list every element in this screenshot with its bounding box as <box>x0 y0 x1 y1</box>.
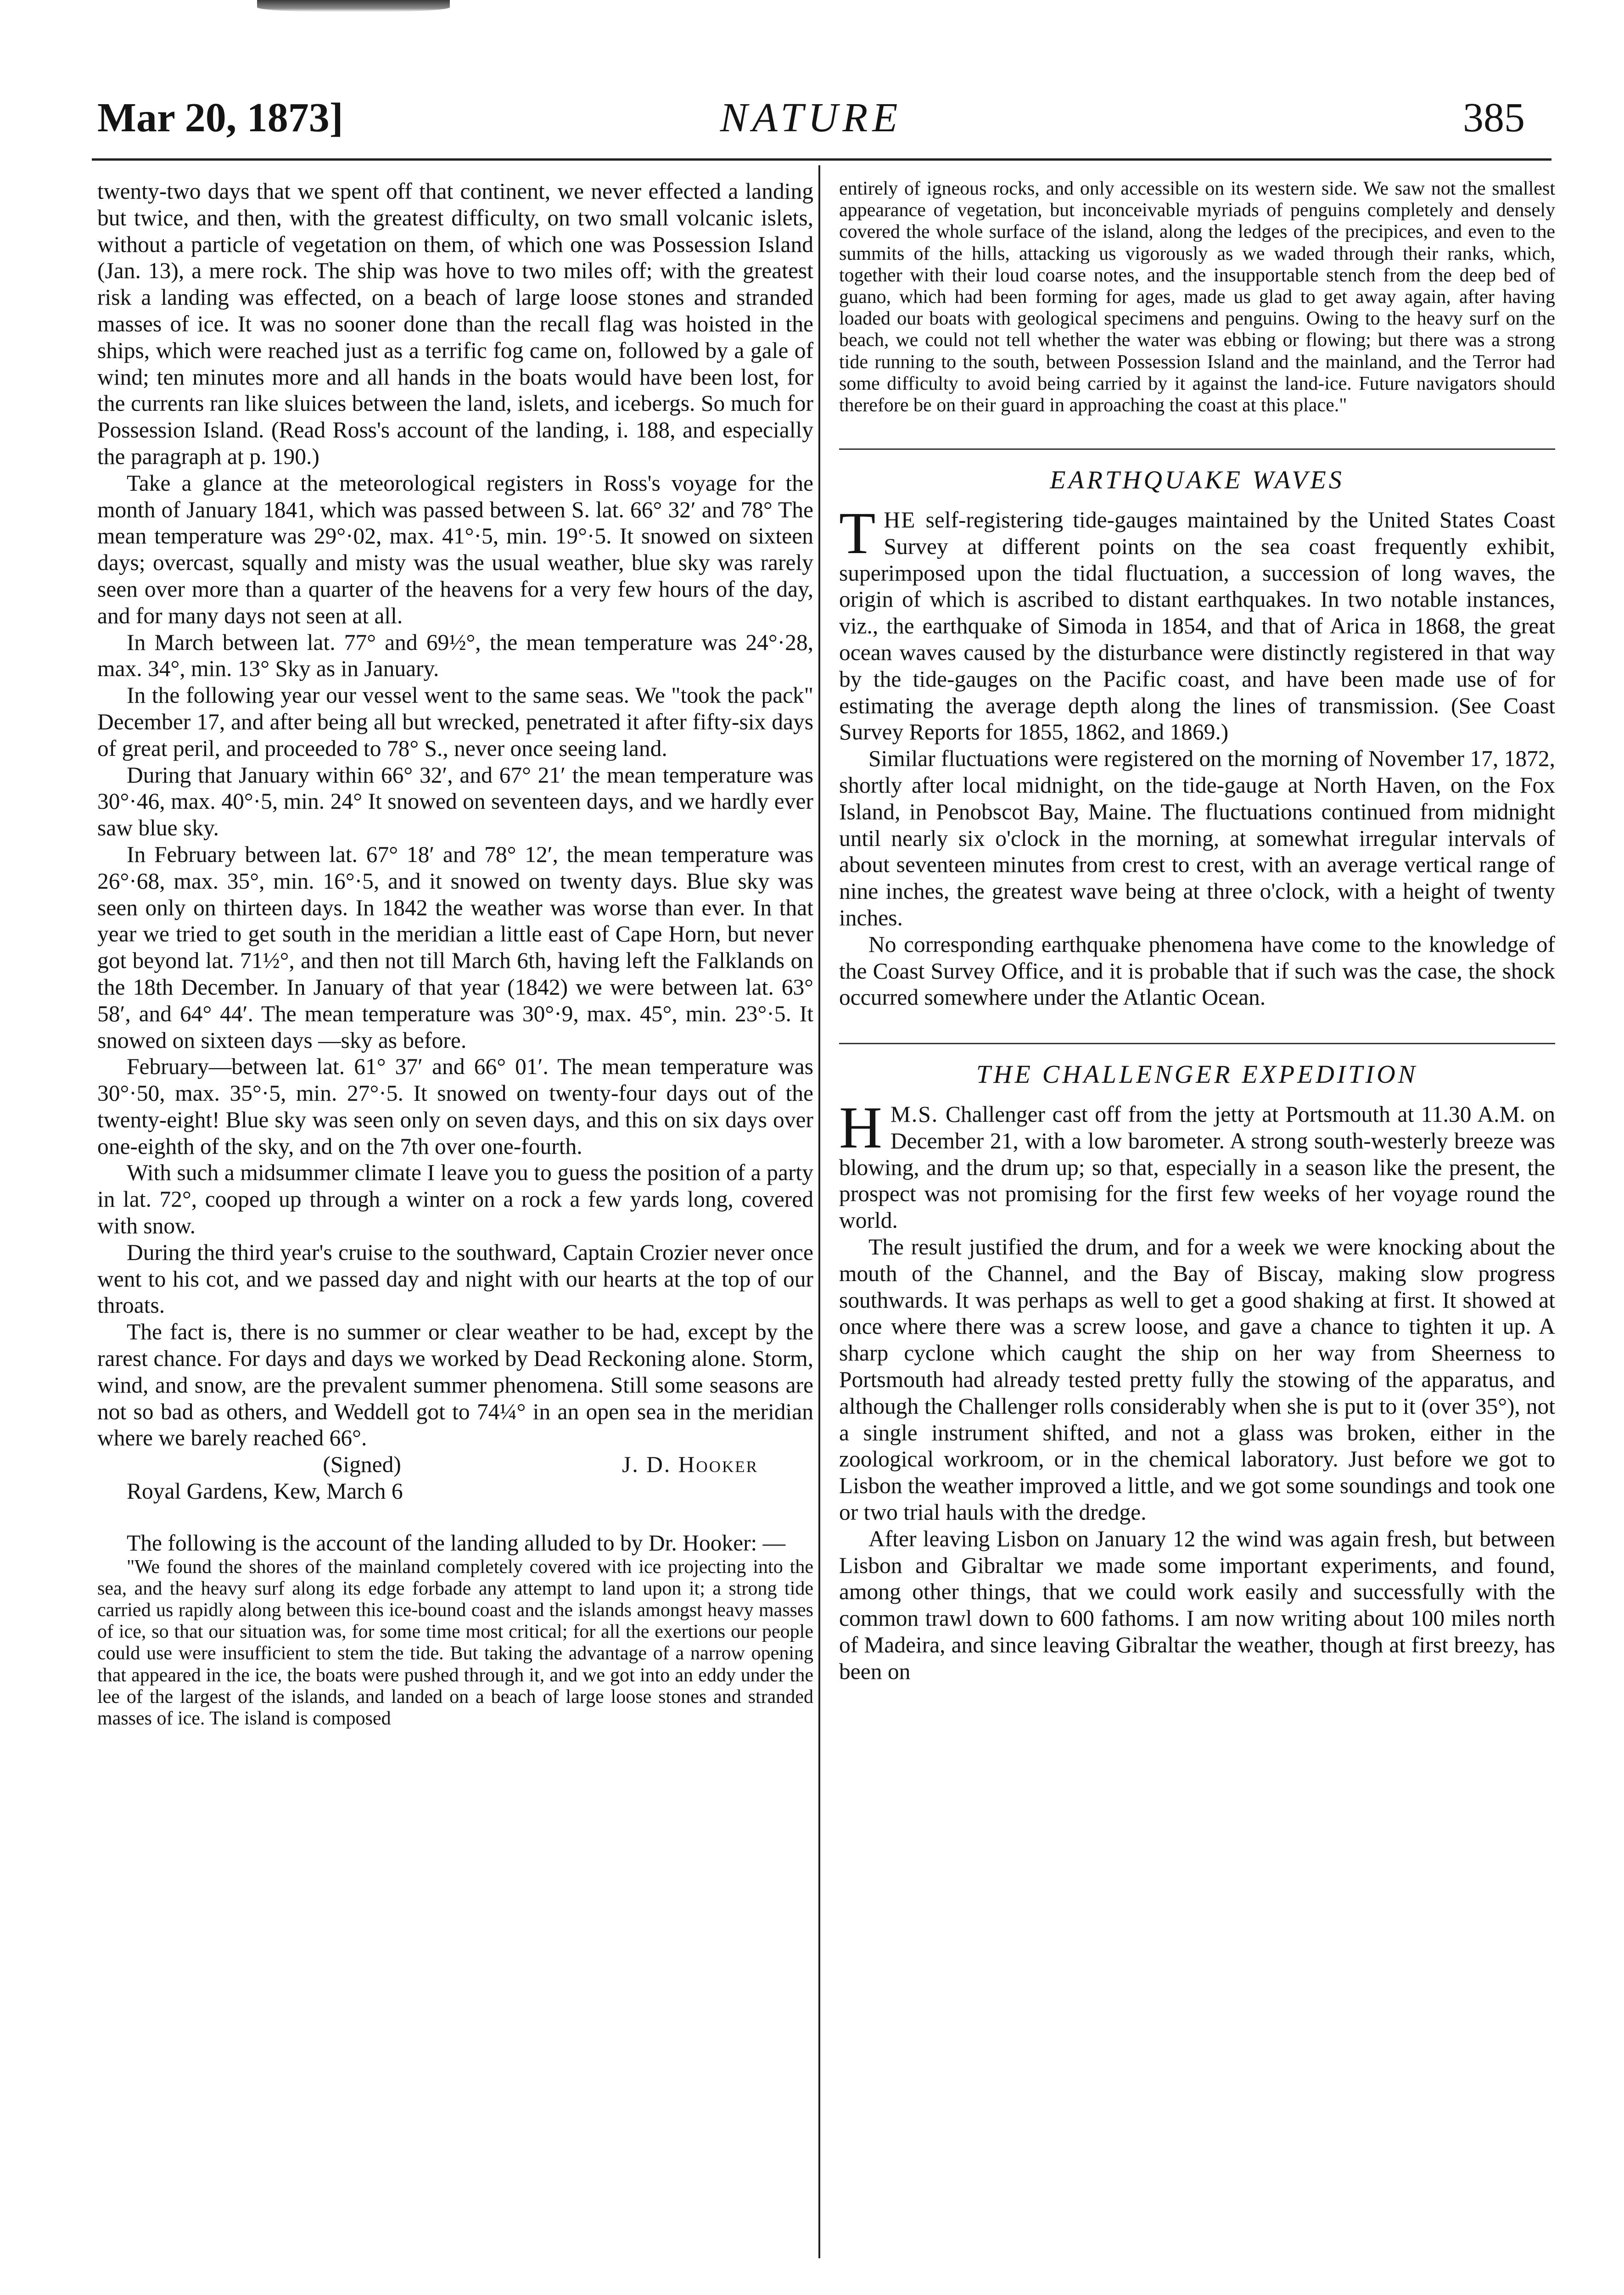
drop-cap: T <box>839 500 876 567</box>
paragraph: The result justified the drum, and for a week we were knocking about the mouth of the Channel, and the Bay of Biscay, making slow progress southwards. It was perhaps as well to get a good shaking at first. It showed at once where there was a screw loose, and gave a chance to tighten it up. A sharp cyclone which caught the ship on her way from Sheerness to Portsmouth had already tested pretty fully the stowing of the apparatus, and although the Challenger rolls considerably when she is put to it (over 35°), not a single instrument shifted, and not a glass was broken, either in the zoological workroom, or in the chemical laboratory. Just before we got to Lisbon the weather improved a little, and we got some soundings and took one or two trial hauls with the dredge. <box>839 1234 1555 1525</box>
quote-continued: entirely of igneous rocks, and only accessible on its western side. We saw not the smallest appearance of vegetation, but inconceivable myriads of penguins completely and densely covered the whole surface of the island, along the ledges of the precipices, and even to the summits of the hills, attacking us vigorously as we waded through their ranks, which, together with their loud coarse notes, and the insupportable stench from the deep bed of guano, which had been forming for ages, made us glad to get away again, after having loaded our boats with geological specimens and penguins. Owing to the heavy surf on the beach, we could not tell whether the water was ebbing or flowing; but there was a strong tide running to the south, between Possession Island and the mainland, and the Terror had some difficulty to avoid being carried by it against the land-ice. Future navigators should therefore be on their guard in approaching the coast at this place." <box>839 178 1555 416</box>
paragraph: twenty-two days that we spent off that continent, we never effected a landing but twice, and then, with the greatest difficulty, on two small volcanic islets, without a particle of vegetation on them, of which one was Possession Island (Jan. 13), a mere rock. The ship was hove to two miles off; with the greatest risk a landing was effected, on a beach of large loose stones and stranded masses of ice. It was no sooner done than the recall flag was hoisted in the ships, which were reached just as a terrific fog came on, followed by a gale of wind; ten minutes more and all hands in the boats would have been lost, for the currents ran like sluices between the land, islets, and icebergs. So much for Possession Island. (Read Ross's account of the landing, i. 188, and especially the paragraph at p. 190.) <box>97 179 813 469</box>
paragraph: Similar fluctuations were registered on the morning of November 17, 1872, shortly after local midnight, on the tide-gauge at North Haven, on the Fox Island, in Penobscot Bay, Maine. The fluctuations continued from midnight until nearly six o'clock in the morning, at somewhat irregular intervals of about seventeen minutes from crest to crest, with an average vertical range of nine inches, the greatest wave being at three o'clock, with a height of twenty inches. <box>839 746 1555 930</box>
signed-label: (Signed) <box>323 1452 401 1478</box>
quote-text: "We found the shores of the mainland completely covered with ice projecting into the sea, and the heavy surf along its edge forbade any attempt to land upon it; a strong tide carried us rapidly along between this ice-bound coast and the islands amongst heavy masses of ice, so that our situation was, for some time most critical; for all the exertions our people could use were insufficient to stem the tide. But taking the advantage of a narrow opening that appeared in the ice, the boats were pushed through it, and we got into an eddy under the lee of the largest of the islands, and landed on a beach of large loose stones and stranded masses of ice. The island is composed <box>97 1556 813 1730</box>
quote-intro: The following is the account of the landing alluded to by Dr. Hooker: — <box>127 1530 786 1556</box>
paragraph: No corresponding earthquake phenomena have come to the knowledge of the Coast Survey Office, and it is probable that if such was the case, the shock occurred somewhere under the Atlantic Ocean. <box>839 931 1555 1010</box>
page-edge-smudge <box>257 0 450 12</box>
issue-date: Mar 20, 1873] <box>97 95 343 140</box>
place-date: Royal Gardens, Kew, March 6 <box>127 1478 403 1504</box>
section-rule <box>839 448 1555 450</box>
paragraph-text: self-registering tide-gauges maintained by the United States Coast Survey at different points on the sea coast frequently exhibit, superimposed upon the tidal fluctuation, a succession of long waves, the origin of which is ascribed to distant earthquakes. In two notable instances, viz., the earthquake of Simoda in 1854, and that of Arica in 1868, the great ocean waves caused by the disturbance were distinctly registered in that way by the tide-gauges on the Pacific coast, and have been made use of for estimating the average depth along the lines of transmission. (See Coast Survey Reports for 1855, 1862, and 1869.) <box>839 507 1555 745</box>
right-column <box>839 178 1555 1685</box>
header-rule <box>92 158 1551 161</box>
paragraph <box>839 1094 1556 1234</box>
section-rule <box>839 1043 1555 1044</box>
signature-name: J. D. Hooker <box>622 1452 758 1478</box>
section-title-challenger: THE CHALLENGER EXPEDITION <box>976 1060 1418 1089</box>
lead-word: HE <box>884 507 916 533</box>
paragraph: February—between lat. 61° 37′ and 66° 01′. The mean temperature was 30°·50, max. 35°·5, min. 27°·5. It snowed on twenty-four days out of the twenty-eight! Blue sky was seen only on seven days, and this on six days over one-eighth of the sky, and on the 7th over one-fourth. <box>97 1054 813 1159</box>
paragraph: During the third year's cruise to the southward, Captain Crozier never once went to his cot, and we passed day and night with our hearts at the top of our throats. <box>97 1239 813 1318</box>
running-header <box>97 94 1525 145</box>
paragraph: With such a midsummer climate I leave you to guess the position of a party in lat. 72°, cooped up through a winter on a rock a few yards long, covered with snow. <box>97 1160 813 1239</box>
column-divider <box>818 165 820 2258</box>
paragraph <box>839 500 1555 745</box>
paragraph-text: Challenger cast off from the jetty at Portsmouth at 11.30 A.M. on December 21, with a low barometer. A strong south-westerly breeze was blowing, and the drum up; so that, especially in a season like the present, the prospect was not promising for the first few weeks of her voyage round the world. <box>839 1101 1556 1233</box>
lead-word: M.S. <box>890 1101 939 1127</box>
paragraph: In March between lat. 77° and 69½°, the mean temperature was 24°·28, max. 34°, min. 13° Sky as in January. <box>97 629 813 682</box>
paragraph: In the following year our vessel went to the same seas. We "took the pack" December 17, and after being all but wrecked, penetrated it after fifty-six days of great peril, and proceeded to 78° S., never once seeing land. <box>97 683 813 761</box>
signature-line <box>97 1451 813 1478</box>
page-number: 385 <box>1463 95 1525 140</box>
section-title-earthquake: EARTHQUAKE WAVES <box>1050 466 1344 495</box>
drop-cap: H <box>839 1094 882 1161</box>
paragraph: After leaving Lisbon on January 12 the wind was again fresh, but between Lisbon and Gibraltar we made some important experiments, and found, among other things, that we could work easily and successfully with the common trawl down to 600 fathoms. I am now writing about 100 miles north of Madeira, and since leaving Gibraltar the weather, though at first breezy, has been on <box>839 1526 1555 1684</box>
journal-title: NATURE <box>720 95 902 140</box>
paragraph: The fact is, there is no summer or clear weather to be had, except by the rarest chance. For days and days we worked by Dead Reckoning alone. Storm, wind, and snow, are the prevalent summer phenomena. Still some seasons are not so bad as others, and Weddell got to 74¼° in an open sea in the meridian where we barely reached 66°. <box>97 1319 813 1451</box>
paragraph: During that January within 66° 32′, and 67° 21′ the mean temperature was 30°·46, max. 40°·5, min. 24° It snowed on seventeen days, and we hardly ever saw blue sky. <box>97 762 813 841</box>
left-column <box>97 178 813 1730</box>
paragraph: Take a glance at the meteorological registers in Ross's voyage for the month of January 1841, which was passed between S. lat. 66° 32′ and 78° The mean temperature was 29°·02, max. 41°·5, min. 19°·5. It snowed on sixteen days; overcast, squally and misty was the usual weather, blue sky was rarely seen over more than a quarter of the heavens for a very few hours of the day, and for many days not seen at all. <box>97 470 813 628</box>
paragraph: In February between lat. 67° 18′ and 78° 12′, the mean temperature was 26°·68, max. 35°, min. 16°·5, and it snowed on twenty days. Blue sky was seen only on thirteen days. In 1842 the weather was worse than ever. In that year we tried to get south in the meridian a little east of Cape Horn, but never got beyond lat. 71½°, and then not till March 6th, having left the Falklands on the 18th December. In January of that year (1842) we were between lat. 63° 58′, and 64° 44′. The mean temperature was 30°·9, max. 45°, min. 23°·5. It snowed on sixteen days —sky as before. <box>97 841 813 1053</box>
